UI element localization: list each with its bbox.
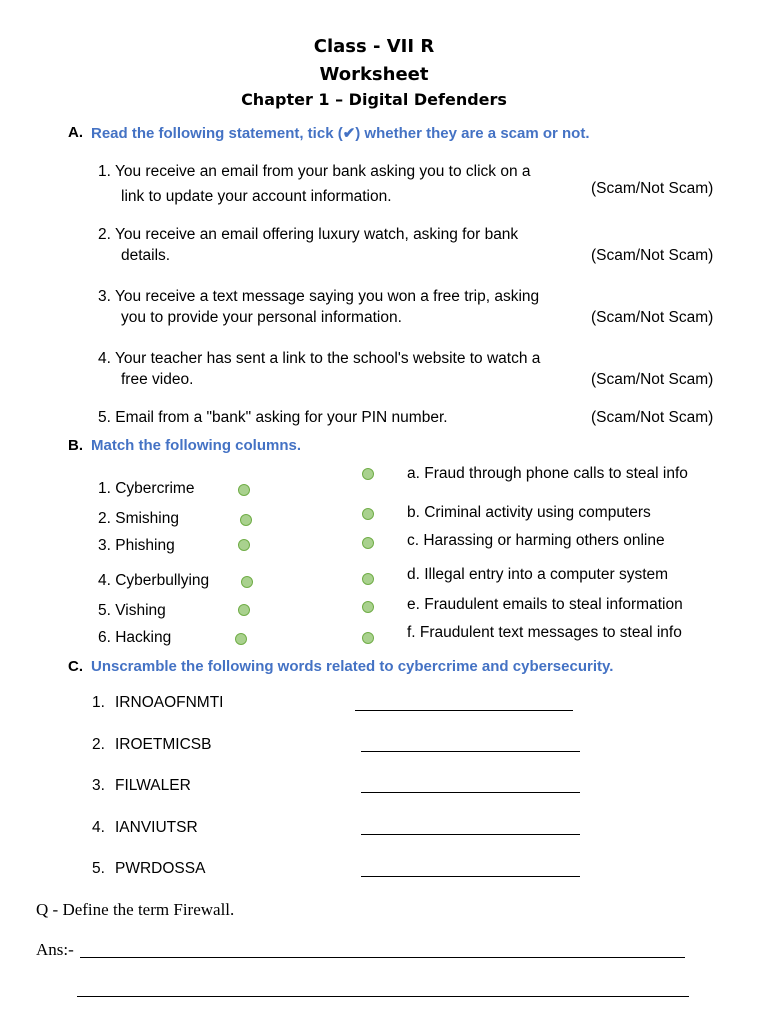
unscramble-word: FILWALER xyxy=(115,777,191,794)
scam-option[interactable]: (Scam/Not Scam) xyxy=(591,247,714,264)
match-dot-right[interactable] xyxy=(362,573,374,585)
match-dot-left[interactable] xyxy=(238,604,250,616)
unscramble-word: PWRDOSSA xyxy=(115,860,206,877)
match-right-item: e. Fraudulent emails to steal information xyxy=(407,596,683,613)
question-line: 3. You receive a text message saying you won a free trip, asking xyxy=(98,288,540,305)
match-right-item: f. Fraudulent text messages to steal info xyxy=(407,624,682,641)
question-line: 1. You receive an email from your bank asking you to click on a xyxy=(98,163,531,180)
match-dot-right[interactable] xyxy=(362,468,374,480)
answer-line[interactable] xyxy=(77,996,689,997)
match-left-item: 4. Cyberbullying xyxy=(98,572,210,589)
scam-option[interactable]: (Scam/Not Scam) xyxy=(591,409,714,426)
question-line: 2. You receive an email offering luxury watch, asking for bank xyxy=(98,226,519,243)
unscramble-number: 4. xyxy=(92,819,105,836)
section-a-letter: A. xyxy=(68,124,83,141)
answer-label: Ans:- xyxy=(36,940,74,959)
question-line: free video. xyxy=(121,371,194,388)
question-line: link to update your account information. xyxy=(121,188,392,205)
scam-option[interactable]: (Scam/Not Scam) xyxy=(591,309,714,326)
match-left-item: 2. Smishing xyxy=(98,510,179,527)
question-line: details. xyxy=(121,247,171,264)
match-left-item: 5. Vishing xyxy=(98,602,166,619)
section-c-letter: C. xyxy=(68,658,83,675)
section-a-instruction: Read the following statement, tick (✔) whether they are a scam or not. xyxy=(91,125,590,142)
section-b-letter: B. xyxy=(68,437,83,454)
match-left-item: 1. Cybercrime xyxy=(98,480,195,497)
chapter-title: Chapter 1 – Digital Defenders xyxy=(241,90,507,109)
scam-option[interactable]: (Scam/Not Scam) xyxy=(591,371,714,388)
answer-line[interactable] xyxy=(361,834,580,835)
section-b-instruction: Match the following columns. xyxy=(91,437,301,454)
unscramble-word: IANVIUTSR xyxy=(115,819,198,836)
unscramble-number: 2. xyxy=(92,736,105,753)
match-left-item: 6. Hacking xyxy=(98,629,172,646)
match-dot-right[interactable] xyxy=(362,537,374,549)
unscramble-number: 5. xyxy=(92,860,105,877)
unscramble-word: IRNOAOFNMTI xyxy=(115,694,224,711)
unscramble-number: 3. xyxy=(92,777,105,794)
match-right-item: d. Illegal entry into a computer system xyxy=(407,566,669,583)
match-dot-left[interactable] xyxy=(238,539,250,551)
question-line: 4. Your teacher has sent a link to the school's website to watch a xyxy=(98,350,541,367)
question-line: you to provide your personal information. xyxy=(121,309,402,326)
match-dot-left[interactable] xyxy=(240,514,252,526)
match-right-item: a. Fraud through phone calls to steal info xyxy=(407,465,688,482)
match-dot-right[interactable] xyxy=(362,632,374,644)
scam-option[interactable]: (Scam/Not Scam) xyxy=(591,180,714,197)
match-dot-left[interactable] xyxy=(241,576,253,588)
match-right-item: b. Criminal activity using computers xyxy=(407,504,651,521)
answer-line[interactable] xyxy=(361,751,580,752)
match-right-item: c. Harassing or harming others online xyxy=(407,532,665,549)
worksheet-title: Worksheet xyxy=(319,64,429,85)
match-dot-right[interactable] xyxy=(362,508,374,520)
answer-line[interactable] xyxy=(355,710,573,711)
match-left-item: 3. Phishing xyxy=(98,537,175,554)
unscramble-number: 1. xyxy=(92,694,105,711)
question-text: Q - Define the term Firewall. xyxy=(36,900,235,919)
answer-line[interactable] xyxy=(80,957,685,958)
answer-line[interactable] xyxy=(361,792,580,793)
match-dot-left[interactable] xyxy=(235,633,247,645)
class-title: Class - VII R xyxy=(313,36,435,57)
unscramble-word: IROETMICSB xyxy=(115,736,212,753)
match-dot-right[interactable] xyxy=(362,601,374,613)
answer-line[interactable] xyxy=(361,876,580,877)
match-dot-left[interactable] xyxy=(238,484,250,496)
section-c-instruction: Unscramble the following words related to cybercrime and cybersecurity. xyxy=(91,658,614,675)
question-line: 5. Email from a "bank" asking for your PIN number. xyxy=(98,409,448,426)
